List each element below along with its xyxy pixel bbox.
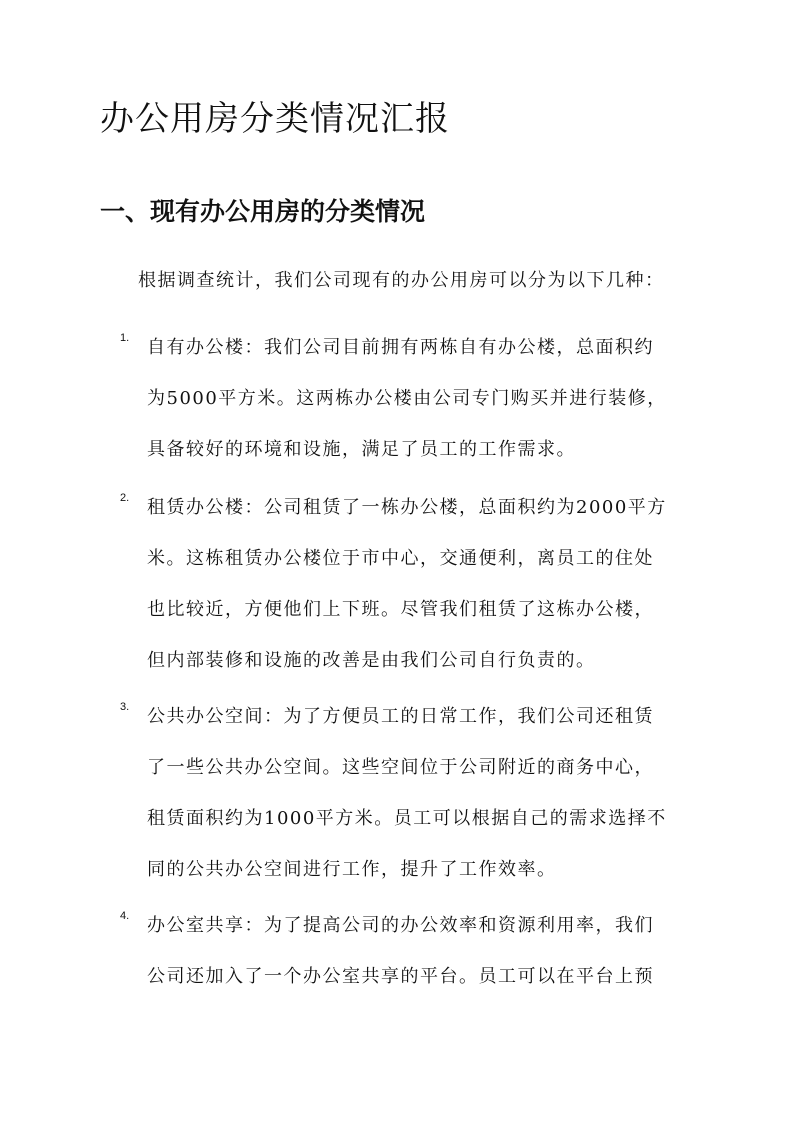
list-item-number: 2. xyxy=(120,492,130,504)
list-item-line: 为5000平方米。这两栋办公楼由公司专门购买并进行装修， xyxy=(147,388,667,409)
list-item-line: 同的公共办公空间进行工作，提升了工作效率。 xyxy=(147,859,557,880)
list-item-line: 办公室共享：为了提高公司的办公效率和资源利用率，我们 xyxy=(147,915,654,936)
list-item-line: 自有办公楼：我们公司目前拥有两栋自有办公楼，总面积约 xyxy=(147,337,654,358)
list-item-number: 1. xyxy=(120,332,130,344)
list-item-line: 公司还加入了一个办公室共享的平台。员工可以在平台上预 xyxy=(147,966,654,987)
list-item-line: 租赁办公楼：公司租赁了一栋办公楼，总面积约为2000平方 xyxy=(147,497,667,518)
list-item-line: 公共办公空间：为了方便员工的日常工作，我们公司还租赁 xyxy=(147,706,654,727)
section-heading: 一、现有办公用房的分类情况 xyxy=(100,197,426,226)
list-item-text xyxy=(147,482,700,686)
list-item-line: 也比较近，方便他们上下班。尽管我们租赁了这栋办公楼， xyxy=(147,599,654,620)
list-item-line: 了一些公共办公空间。这些空间位于公司附近的商务中心， xyxy=(147,757,654,778)
list-item-text xyxy=(147,691,700,895)
document-title: 办公用房分类情况汇报 xyxy=(100,99,450,139)
list-item-line: 米。这栋租赁办公楼位于市中心，交通便利，离员工的住处 xyxy=(147,548,654,569)
intro-paragraph: 根据调查统计，我们公司现有的办公用房可以分为以下几种： xyxy=(138,270,665,291)
list-item-number: 3. xyxy=(120,701,130,713)
list-item-text xyxy=(147,900,700,1002)
list-item-line: 具备较好的环境和设施，满足了员工的工作需求。 xyxy=(147,439,576,460)
list-item-text xyxy=(147,322,700,475)
list-item-line: 租赁面积约为1000平方米。员工可以根据自己的需求选择不 xyxy=(147,808,667,829)
list-item-line: 但内部装修和设施的改善是由我们公司自行负责的。 xyxy=(147,650,596,671)
list-item-number: 4. xyxy=(120,910,130,922)
